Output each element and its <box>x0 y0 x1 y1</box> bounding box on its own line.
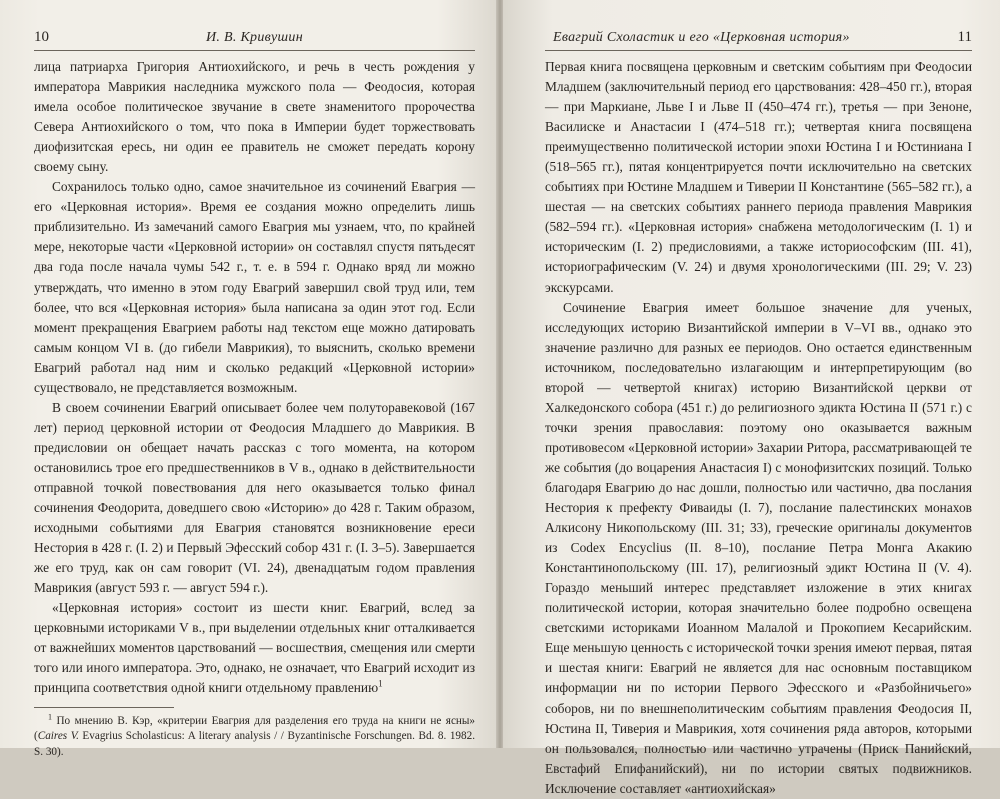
paragraph: Сочинение Евагрия имеет большое значение для ученых, исследующих историю Византийской империи в V–VI вв., однако это значение различно для разных ее периодов. Оно остается единственным источником, последовательно излагающим и интерпретирующим (во второй — четвертой книгах) историю Византийской церкви от Халкедонского собора (451 г.) до религиозного эдикта Юстина II (571 г.) с точки зрения православия: поэтому оно оказывается важным противовесом «Церковной истории» Захарии Ритора, рассматривающей те же события (до воцарения Анастасия I) с монофизитских позиций. Только благодаря Евагрию до нас дошли, полностью или частично, два послания Нестория к префекту Фиваиды (I. 7), послание палестинских монахов Алкисону Никопольскому (III. 31; 33), греческие оригиналы документов из Codex Encyclius (II. 8–10), послание Петра Монга Акакию Константинопольскому (III. 17), религиозный эдикт Юстина II (V. 4). Гораздо меньший интерес представляет изложение в этих книгах политической истории, которая значительно более подробно освещена светскими историками Иоанном Малалой и Прокопием Кесарийским. Еще меньшую ценность с исторической точки зрения имеют первая, пятая и шестая книги: Евагрий не является для нас основным поставщиком информации ни по истории Первого Эфесского и «Разбойничьего» соборов, ни по внешнеполитическим событиям правления Феодосия II, Юстина II, Тиверия и Маврикия, хотя сочинения ряда авторов, которыми он пользовался, полностью или частично утрачены (Приск Панийский, Евстафий Епифанийский), ни по истории святых подвижников. Исключение составляет «антиохийская» <box>545 299 972 796</box>
footnote <box>34 711 476 761</box>
paragraph: лица патриарха Григория Антиохийского, и речь в честь рождения у императора Маврикия наследника мужского пола — Феодосия, которая имела особое политическое звучание в свете знаменитого пророчества Севера Антиохийского о том, что пока в Империи будет торжествовать диофизитская ересь, ни один ее правитель не сможет передать корону своему сыну. <box>34 59 475 175</box>
left-body-text <box>34 57 475 699</box>
running-head-right <box>545 28 972 51</box>
page-number-right: 11 <box>957 29 972 45</box>
page-number-left: 10 <box>34 29 49 45</box>
paragraph: Сохранилось только одно, самое значительное из сочинений Евагрия — его «Церковная история». Время ее создания можно определить лишь приблизительно. Из замечаний самого Евагрия мы узнаем, что, по крайней мере, некоторые части «Церковной истории» он составлял спустя пятьдесят два года после начала чумы 542 г., т. е. в 594 г. Однако вряд ли можно утверждать, что именно в этом году Евагрий завершил свой труд или, тем более, что вся «Церковная история» была написана за один этот год. Если момент прекращения Евагрием работы над текстом еще можно датировать самым концом VI в. (до гибели Маврикия), то выяснить, сколько времени Евагрий работал над ним и сколько редакций «Церковной истории» существовало, не представляется возможным. <box>34 179 475 395</box>
left-page <box>0 0 497 758</box>
paragraph: В своем сочинении Евагрий описывает более чем полуторавековой (167 лет) период церковной истории от Феодосия Младшего до Маврикия. В предисловии он обещает начать рассказ с того момента, на котором остановились трое его предшественников в V в., однако в действительности отправной точкой повествования для него оказывается только финал сочинения Феодорита, доведшего свою «Историю» до 428 г. Таким образом, исходными событиями для Евагрия становятся возникновение ереси Нестория в 428 г. (I. 2) и Первый Эфесский собор 431 г. (I. 3–5). Завершается же его труд, как он сам говорит (VI. 24), двенадцатым годом правления Маврикия (август 593 г. — август 594 г.). <box>34 399 475 596</box>
right-body-text <box>545 57 972 799</box>
paragraph-text: «Церковная история» состоит из шести книг. Евагрий, вслед за церковными историками V в., при выделении отдельных книг отталкивается от важнейших моментов царствований — восшествия, смещения или смерти того или иного императора. Это, однако, не означает, что Евагрий исходит из принципа соответствия одной книги отдельному правлению <box>34 600 475 696</box>
running-head-author: И. В. Кривушин <box>206 30 303 45</box>
running-head-left <box>34 28 475 51</box>
paragraph: Первая книга посвящена церковным и светским событиям при Феодосии Младшем (заключительный период его царствования: 428–450 гг.), вторая — при Маркиане, Льве I и Льве II (450–474 гг.), третья — при Зеноне, Василиске и Анастасии I (474–518 гг.); четвертая книга посвящена преимущественно политической истории эпохи Юстина I и Юстиниана I (518–565 гг.), пятая концентрируется почти исключительно на светских событиях при Юстине Младшем и Тиверии II Константине (565–582 гг.), а шестая — на светских событиях раннего периода правления Маврикия (582–594 гг.). «Церковная история» снабжена методологическим (I. 1) и историческим (I. 2) предисловиями, а также историософским (III. 41), историографическим (V. 24) и двумя хронологическими (III. 29; V. 23) экскурсами. <box>545 59 972 295</box>
footnote-mark: 1 <box>48 711 52 721</box>
footnote-text-after: Evagrius Scholasticus: A literary analysis / / Byzantinische Forschungen. Bd. 8. 1982. S. 30). <box>34 730 475 758</box>
footnote-text-before: По мнению В. Кэр, «критерии Евагрия для разделения его труда на книги не ясны» ( <box>34 714 476 742</box>
running-head-title: Евагрий Схоластик и его «Церковная история» <box>553 30 850 45</box>
right-page <box>503 0 1000 796</box>
footnote-divider <box>34 707 174 708</box>
paragraph-with-footnote <box>34 598 475 698</box>
footnote-author: Caires V. <box>37 730 79 742</box>
footnote-reference[interactable]: 1 <box>378 678 383 689</box>
